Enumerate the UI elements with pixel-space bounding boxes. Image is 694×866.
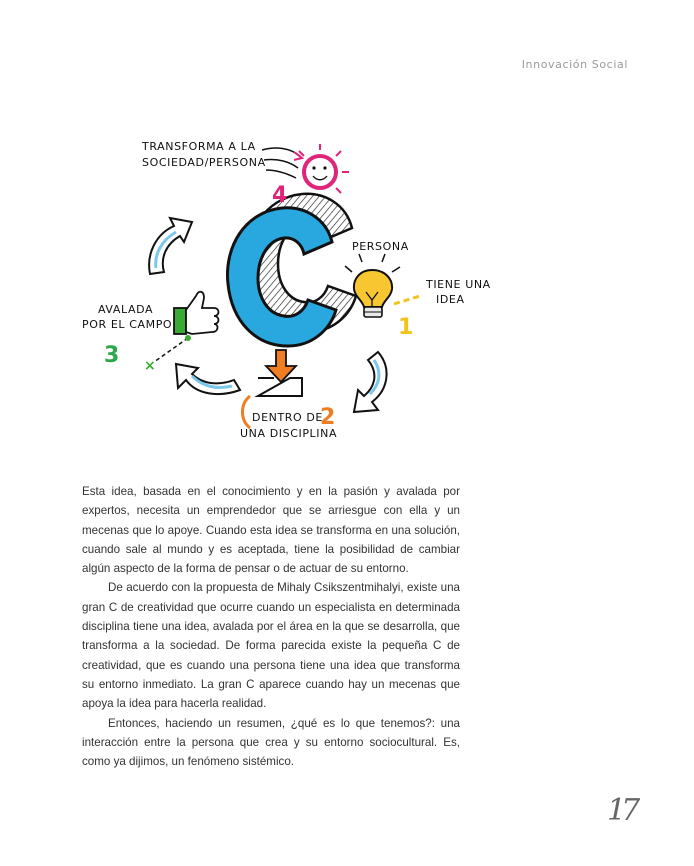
step-number-2: 2 — [320, 405, 336, 430]
cycle-arrow-left — [149, 218, 192, 274]
paragraph-1: Esta idea, basada en el conocimiento y en la pasión y avalada por expertos, necesita un emprendedor que se arriesgue con ella y un mecenas que lo apoye. Cuando esta idea se transforma en una solución, cuando sale al mundo y es aceptada, tiene la posibilidad de cambiar algún aspecto de la forma de pensar o de actuar de su entorno. — [82, 485, 460, 576]
label-campo-2: POR EL CAMPO — [82, 318, 173, 331]
lightbulb-icon — [345, 254, 400, 317]
label-sociedad-1: TRANSFORMA A LA — [142, 140, 256, 153]
body-text — [82, 482, 460, 771]
step-number-1: 1 — [398, 315, 414, 340]
label-disciplina-2: UNA DISCIPLINA — [240, 427, 338, 440]
paragraph-3: Entonces, haciendo un resumen, ¿qué es lo que tenemos?: una interacción entre la persona que crea y su entorno sociocultural. Es, como ya dijimos, un fenómeno sistémico. — [82, 716, 460, 769]
sun-smiley-icon — [299, 144, 349, 193]
label-persona: PERSONA — [352, 240, 409, 253]
label-idea-2: IDEA — [436, 293, 465, 306]
dot-mark — [185, 335, 191, 341]
thumbs-up-icon — [174, 292, 219, 334]
swoosh-lines — [262, 148, 302, 178]
label-disciplina-1: DENTRO DE — [252, 411, 323, 424]
paragraph-2: De acuerdo con la propuesta de Mihaly Csikszentmihalyi, existe una gran C de creatividad que ocurre cuando un especialista en determinada disciplina tiene una idea, avalada por el área en la que se desarrolla, que transforma a la sociedad. De forma parecida existe la pequeña C de creatividad, que es cuando una persona tiene una idea que transforma su entorno inmediato. La gran C aparece cuando hay un mecenas que apoya la idea para hacerla realidad. — [82, 581, 460, 711]
step-number-4: 4 — [272, 183, 288, 208]
box-arrow-icon — [258, 350, 302, 396]
cross-mark: × — [144, 358, 156, 374]
step-number-3: 3 — [104, 343, 120, 368]
label-sociedad-2: SOCIEDAD/PERSONA — [142, 156, 266, 169]
running-header: Innovación Social — [521, 58, 628, 71]
connector-line — [394, 296, 420, 304]
big-c-letter — [227, 194, 356, 346]
label-idea-1: TIENE UNA — [426, 278, 491, 291]
cycle-arrow-right — [354, 352, 387, 412]
label-campo-1: AVALADA — [98, 303, 154, 316]
bracket-mark — [243, 396, 251, 428]
cycle-arrow-bottom — [176, 364, 240, 394]
page-number: 17 — [607, 793, 636, 828]
connector-line — [154, 338, 188, 362]
